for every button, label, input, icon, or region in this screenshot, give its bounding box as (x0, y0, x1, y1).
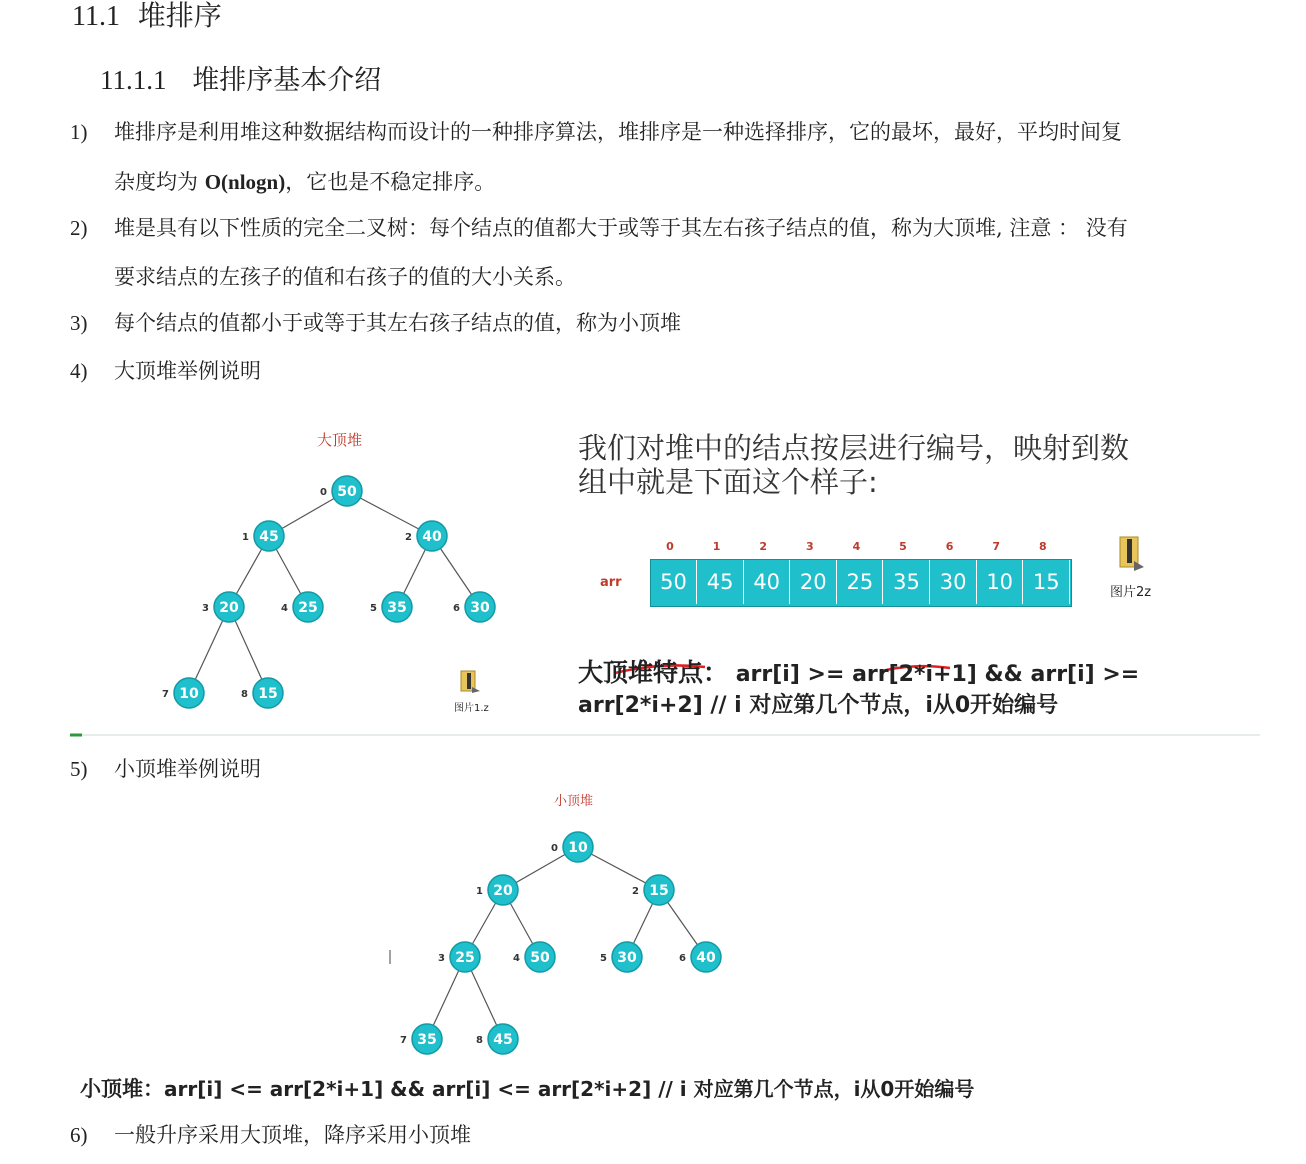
min-heap-title: 小顶堆 (554, 794, 594, 809)
min-heap-figure (70, 788, 1260, 1106)
node-index: 4 (281, 603, 288, 614)
section-title: 堆排序 (137, 0, 222, 32)
min-heap-svg (70, 788, 1260, 1106)
array-index: 1 (712, 540, 721, 553)
max-heap-title: 大顶堆 (317, 431, 363, 449)
node-value: 15 (649, 883, 669, 900)
array-cell: 10 (977, 560, 1023, 604)
array-index: 8 (1038, 540, 1047, 553)
node-value: 25 (298, 600, 318, 617)
list-item-2: 2) 堆是具有以下性质的完全二叉树：每个结点的值都大于或等于其左右孩子结点的值，称为大顶堆, 注意 ： 没有 (70, 216, 1128, 240)
subsection-number: 11.1.1 (100, 65, 167, 95)
min-feature-text: arr[i] <= arr[2*i+1] && arr[i] <= arr[2*i+2] // i 对应第几个节点，i从0开始编号 (164, 1077, 975, 1101)
array-index: 5 (899, 540, 907, 553)
feature-title: 大顶堆特点： (578, 658, 729, 687)
array-cell: 45 (698, 560, 744, 604)
node-index: 5 (600, 953, 607, 964)
node-value: 15 (258, 686, 278, 703)
node-index: 4 (513, 953, 520, 964)
min-feature-title: 小顶堆： (80, 1077, 164, 1101)
item-2-line2: 要求结点的左孩子的值和右孩子的值的大小关系。 (114, 265, 576, 289)
heap-node (162, 678, 204, 708)
array-cell: 30 (931, 560, 977, 604)
array-boxes (650, 559, 1072, 607)
node-value: 25 (455, 950, 475, 967)
node-value: 50 (337, 484, 357, 501)
array-index: 2 (759, 540, 768, 553)
file-label-1: 图片1.z (454, 703, 489, 714)
array-cell: 20 (791, 560, 837, 604)
heap-node (476, 875, 518, 905)
min-heap-nodes (400, 832, 721, 1054)
node-index: 1 (476, 886, 483, 897)
node-index: 8 (241, 689, 248, 700)
node-index: 7 (400, 1035, 407, 1046)
node-index: 1 (242, 532, 249, 543)
array-index: 4 (852, 540, 861, 553)
min-heap-feature (80, 1073, 974, 1103)
node-index: 3 (202, 603, 209, 614)
folder-icon (458, 669, 482, 695)
node-value: 10 (179, 686, 199, 703)
node-value: 35 (417, 1032, 437, 1049)
subsection-title: 堆排序基本介绍 (192, 65, 382, 96)
file-label-2: 图片2z (1110, 585, 1152, 600)
node-value: 35 (387, 600, 407, 617)
heap-node (679, 942, 721, 972)
node-index: 2 (632, 886, 639, 897)
heap-node (202, 592, 244, 622)
node-value: 20 (493, 883, 513, 900)
node-index: 6 (679, 953, 686, 964)
heap-node (600, 942, 642, 972)
node-index: 5 (370, 603, 377, 614)
heap-node (476, 1024, 518, 1054)
heap-node (513, 942, 555, 972)
heap-node (370, 592, 412, 622)
list-item-5: 5) 小顶堆举例说明 (70, 757, 261, 781)
node-value: 30 (617, 950, 637, 967)
array-mapping-description: 我们对堆中的结点按层进行编号，映射到数 组中就是下面这个样子: (578, 431, 1130, 499)
node-index: 0 (551, 843, 558, 854)
max-heap-figure (70, 405, 1260, 737)
feature-line1: arr[i] >= arr[2*i+1] && arr[i] >= (735, 662, 1140, 687)
node-value: 45 (259, 529, 279, 546)
array-cell: 15 (1024, 560, 1070, 604)
feature-line2: arr[2*i+2] // i 对应第几个节点，i从0开始编号 (578, 693, 1059, 718)
list-item-3: 3) 每个结点的值都小于或等于其左右孩子结点的值，称为小顶堆 (70, 311, 681, 335)
heap-node (438, 942, 480, 972)
complexity-text: O(nlogn) (204, 170, 286, 194)
node-index: 8 (476, 1035, 483, 1046)
list-item-6: 6) 一般升序采用大顶堆，降序采用小顶堆 (70, 1123, 471, 1147)
array-index: 7 (992, 540, 1001, 553)
array-index: 0 (666, 540, 674, 553)
array-cell: 50 (651, 560, 697, 604)
array-indices (666, 540, 1046, 553)
section-number: 11.1 (72, 1, 120, 32)
node-value: 10 (568, 840, 588, 857)
max-heap-feature (578, 653, 1139, 689)
section-heading (72, 0, 222, 34)
item-1-line1: 堆排序是利用堆这种数据结构而设计的一种排序算法，堆排序是一种选择排序，它的最坏，最好，平均时间复 (114, 120, 1122, 144)
list-item-1: 1) 堆排序是利用堆这种数据结构而设计的一种排序算法，堆排序是一种选择排序，它的最坏，最好，平均时间复 (70, 120, 1122, 144)
node-index: 7 (162, 689, 169, 700)
array-index: 6 (945, 540, 954, 553)
node-index: 3 (438, 953, 445, 964)
heap-node (551, 832, 593, 862)
node-index: 6 (453, 603, 460, 614)
heap-node (281, 592, 323, 622)
folder-icon (1116, 535, 1146, 573)
array-cell: 25 (837, 560, 883, 604)
item-1-line2: 杂度均为 O(nlogn)，它也是不稳定排序。 (114, 170, 496, 194)
list-item-4: 4) 大顶堆举例说明 (70, 359, 261, 383)
node-value: 30 (470, 600, 490, 617)
node-value: 40 (422, 529, 442, 546)
arr-label: arr (600, 575, 622, 590)
max-heap-nodes (162, 476, 495, 708)
node-value: 40 (696, 950, 716, 967)
heap-node (453, 592, 495, 622)
heap-node (320, 476, 362, 506)
item-2-line1: 堆是具有以下性质的完全二叉树：每个结点的值都大于或等于其左右孩子结点的值，称为大顶堆, 注意 ： 没有 (114, 216, 1128, 240)
heap-node (241, 678, 283, 708)
node-value: 20 (219, 600, 239, 617)
array-index: 3 (805, 540, 814, 553)
heap-node (400, 1024, 442, 1054)
array-cell: 35 (884, 560, 930, 604)
node-index: 0 (320, 487, 327, 498)
array-cell: 40 (744, 560, 790, 604)
heap-node (242, 521, 284, 551)
node-index: 2 (405, 532, 412, 543)
node-value: 50 (530, 950, 550, 967)
node-value: 45 (493, 1032, 513, 1049)
subsection-heading (100, 58, 381, 97)
